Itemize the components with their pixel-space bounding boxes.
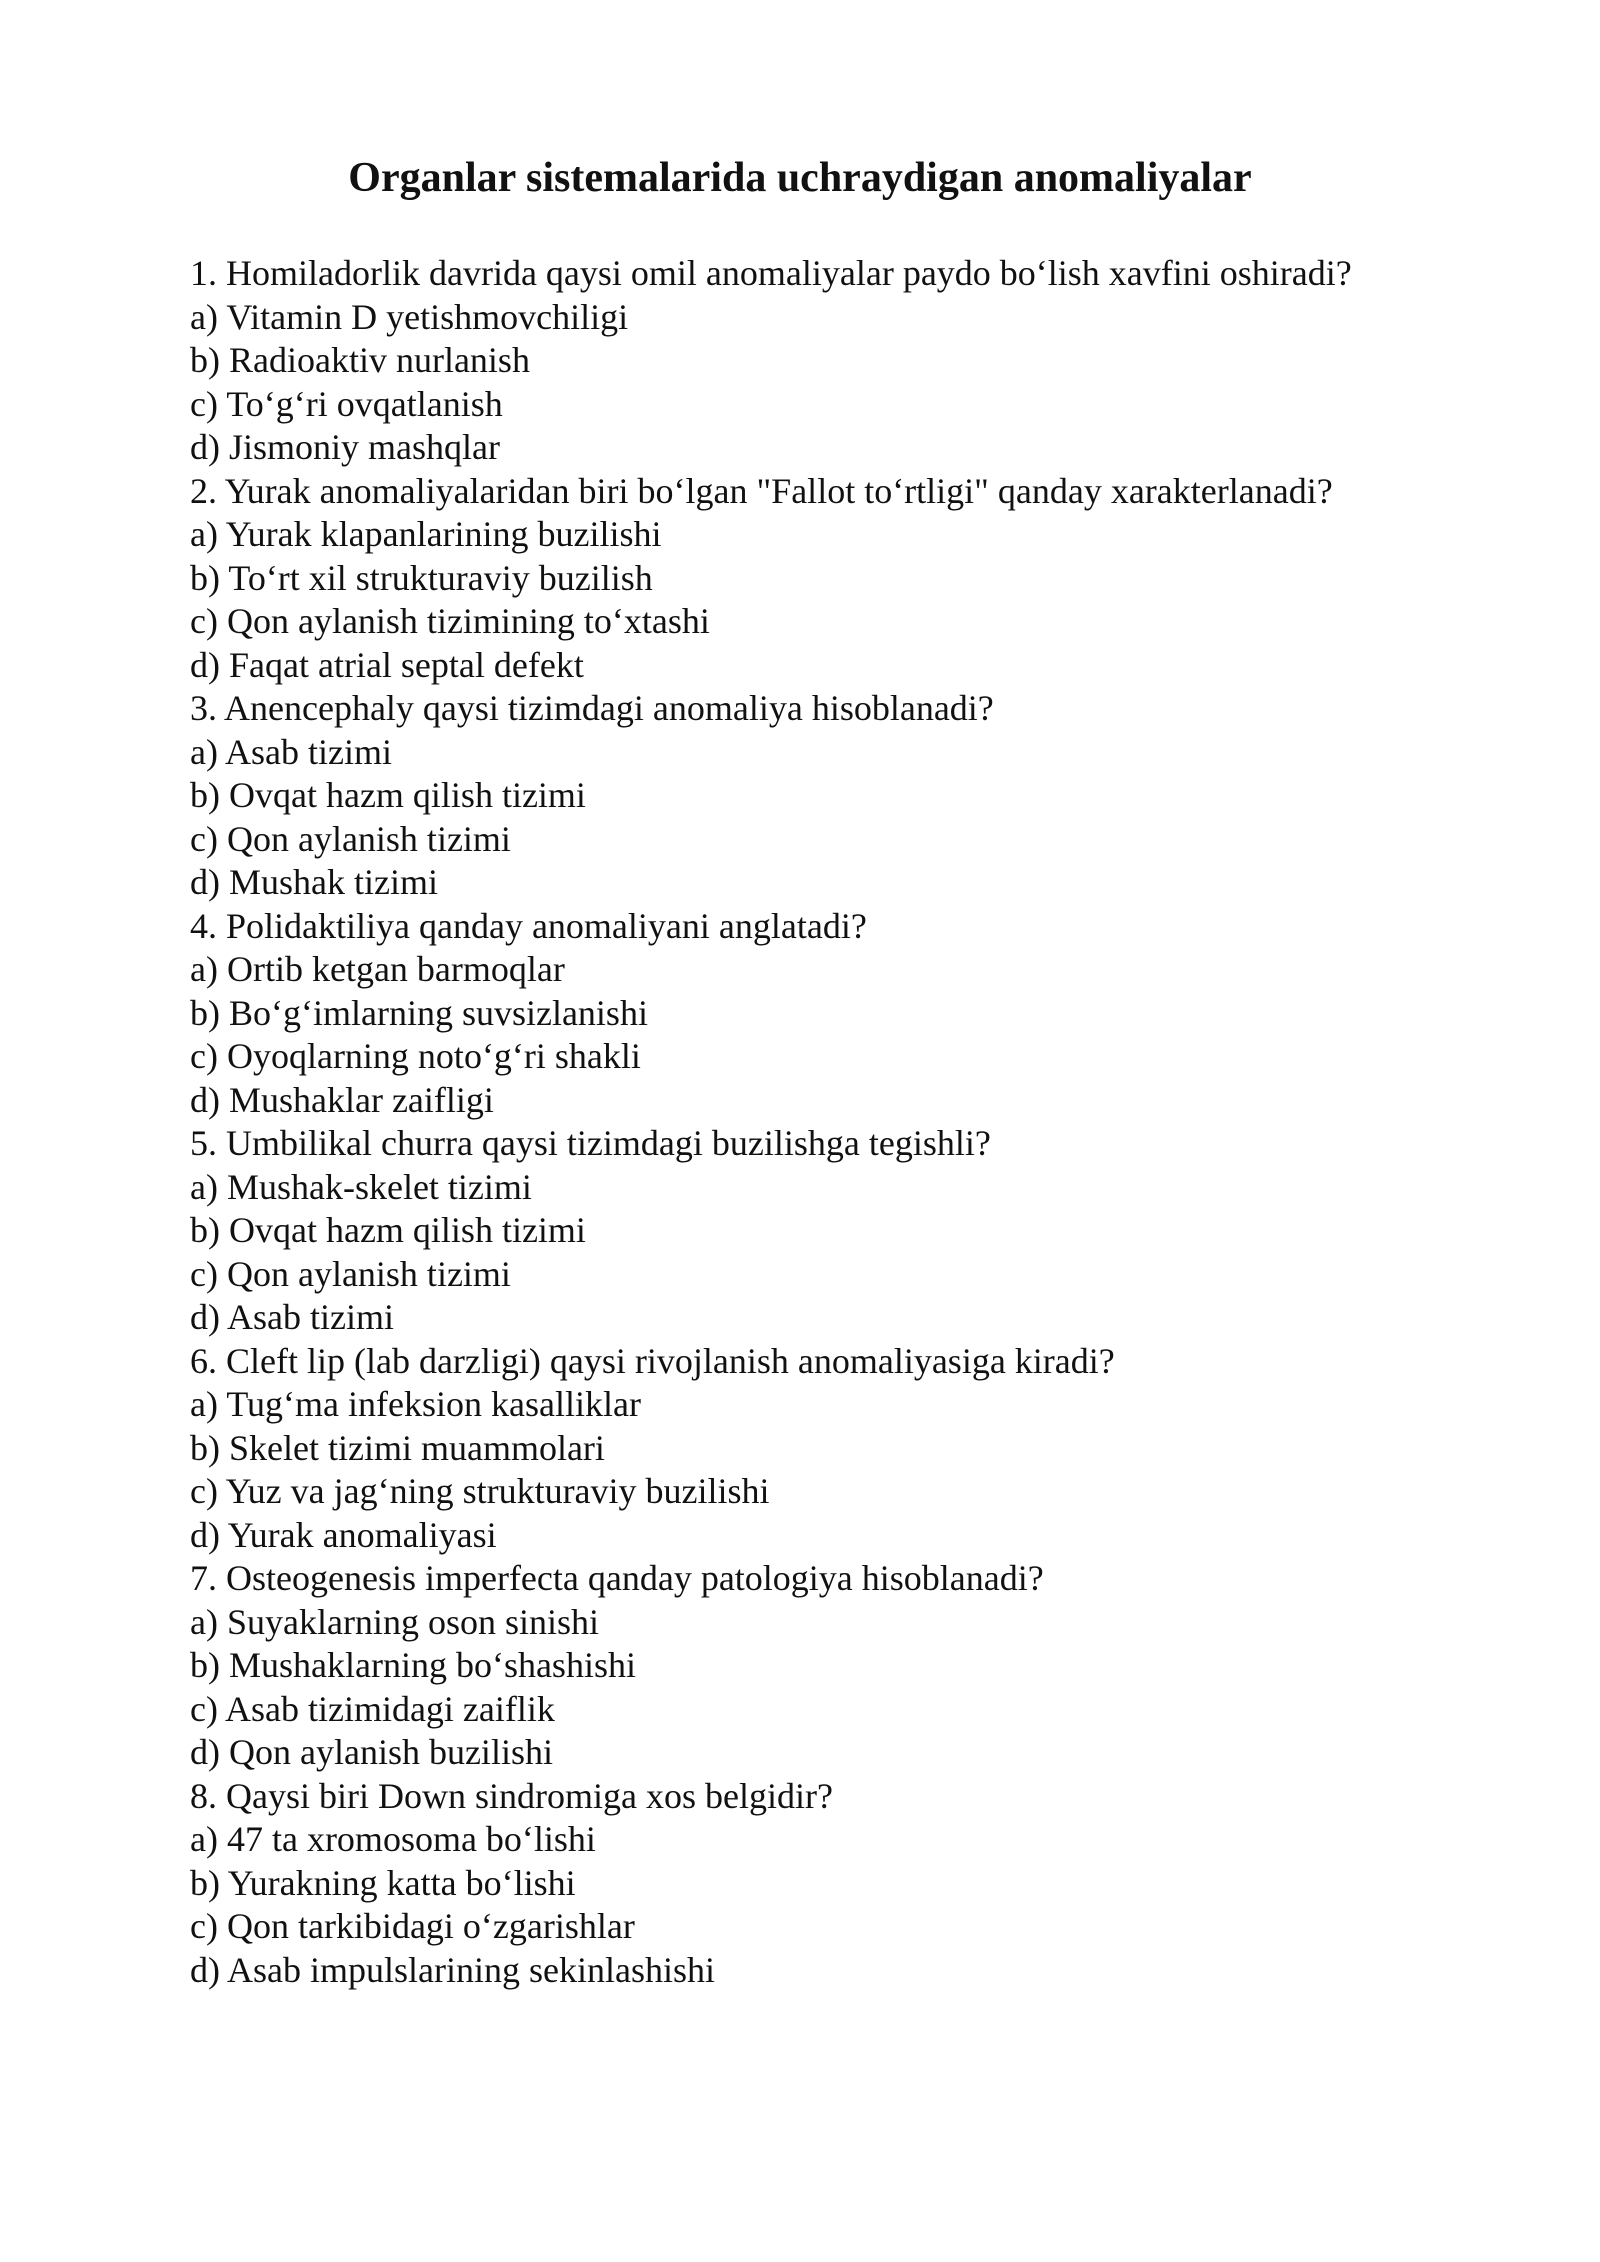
question-3 [190, 687, 1490, 905]
answer-option-d: d) Asab impulslarining sekinlashishi [190, 1949, 715, 1990]
answer-option-a: a) 47 ta xromosoma bo‘lishi [190, 1819, 596, 1859]
question-2 [190, 470, 1490, 688]
answer-option-d: d) Mushaklar zaifligi [190, 1079, 494, 1120]
answer-option-b: b) Ovqat hazm qilish tizimi [190, 775, 586, 815]
answer-option-c: c) Oyoqlarning noto‘g‘ri shakli [190, 1036, 641, 1076]
question-text: 8. Qaysi biri Down sindromiga xos belgidir? [190, 1775, 833, 1816]
answer-option-d: d) Asab tizimi [190, 1297, 394, 1337]
question-7 [190, 1557, 1490, 1775]
answer-option-d: d) Qon aylanish buzilishi [190, 1732, 553, 1772]
question-8 [190, 1775, 1490, 1993]
question-4 [190, 905, 1490, 1123]
answer-option-c: c) Qon aylanish tizimi [190, 1253, 511, 1294]
question-1 [190, 252, 1490, 470]
answer-option-b: b) To‘rt xil strukturaviy buzilish [190, 557, 653, 598]
answer-option-a: a) Suyaklarning oson sinishi [190, 1601, 599, 1642]
answer-option-a: a) Mushak-skelet tizimi [190, 1166, 532, 1207]
question-text: 5. Umbilikal churra qaysi tizimdagi buzilishga tegishli? [190, 1123, 991, 1163]
answer-option-c: c) Qon tarkibidagi o‘zgarishlar [190, 1906, 635, 1946]
question-5 [190, 1122, 1490, 1340]
answer-option-b: b) Radioaktiv nurlanish [190, 340, 530, 380]
answer-option-b: b) Skelet tizimi muammolari [190, 1427, 605, 1468]
answer-option-d: d) Mushak tizimi [190, 862, 438, 902]
question-list [190, 252, 1490, 1992]
answer-option-d: d) Jismoniy mashqlar [190, 427, 500, 467]
answer-option-c: c) Qon aylanish tizimi [190, 818, 511, 859]
answer-option-c: c) Asab tizimidagi zaiflik [190, 1688, 555, 1729]
answer-option-a: a) Yurak klapanlarining buzilishi [190, 514, 662, 554]
question-text: 6. Cleft lip (lab darzligi) qaysi rivojlanish anomaliyasiga kiradi? [190, 1340, 1115, 1381]
question-text: 1. Homiladorlik davrida qaysi omil anomaliyalar paydo bo‘lish xavfini oshiradi? [190, 253, 1352, 293]
question-text: 2. Yurak anomaliyalaridan biri bo‘lgan "Fallot to‘rtligi" qanday xarakterlanadi? [190, 470, 1333, 511]
answer-option-a: a) Tug‘ma infeksion kasalliklar [190, 1384, 641, 1424]
answer-option-a: a) Asab tizimi [190, 731, 392, 772]
answer-option-b: b) Bo‘g‘imlarning suvsizlanishi [190, 992, 648, 1033]
answer-option-b: b) Yurakning katta bo‘lishi [190, 1862, 576, 1903]
answer-option-d: d) Faqat atrial septal defekt [190, 644, 584, 685]
question-text: 3. Anencephaly qaysi tizimdagi anomaliya hisoblanadi? [190, 688, 994, 728]
question-6 [190, 1340, 1490, 1558]
answer-option-b: b) Mushaklarning bo‘shashishi [190, 1645, 636, 1685]
answer-option-c: c) Qon aylanish tizimining to‘xtashi [190, 601, 710, 641]
answer-option-c: c) Yuz va jag‘ning strukturaviy buzilishi [190, 1471, 770, 1511]
question-text: 7. Osteogenesis imperfecta qanday patologiya hisoblanadi? [190, 1558, 1044, 1598]
question-text: 4. Polidaktiliya qanday anomaliyani anglatadi? [190, 905, 867, 946]
answer-option-d: d) Yurak anomaliyasi [190, 1514, 497, 1555]
answer-option-c: c) To‘g‘ri ovqatlanish [190, 383, 503, 424]
answer-option-b: b) Ovqat hazm qilish tizimi [190, 1210, 586, 1250]
answer-option-a: a) Vitamin D yetishmovchiligi [190, 296, 629, 337]
document-title: Organlar sistemalarida uchraydigan anomaliyalar [348, 155, 1252, 201]
answer-option-a: a) Ortib ketgan barmoqlar [190, 949, 565, 989]
